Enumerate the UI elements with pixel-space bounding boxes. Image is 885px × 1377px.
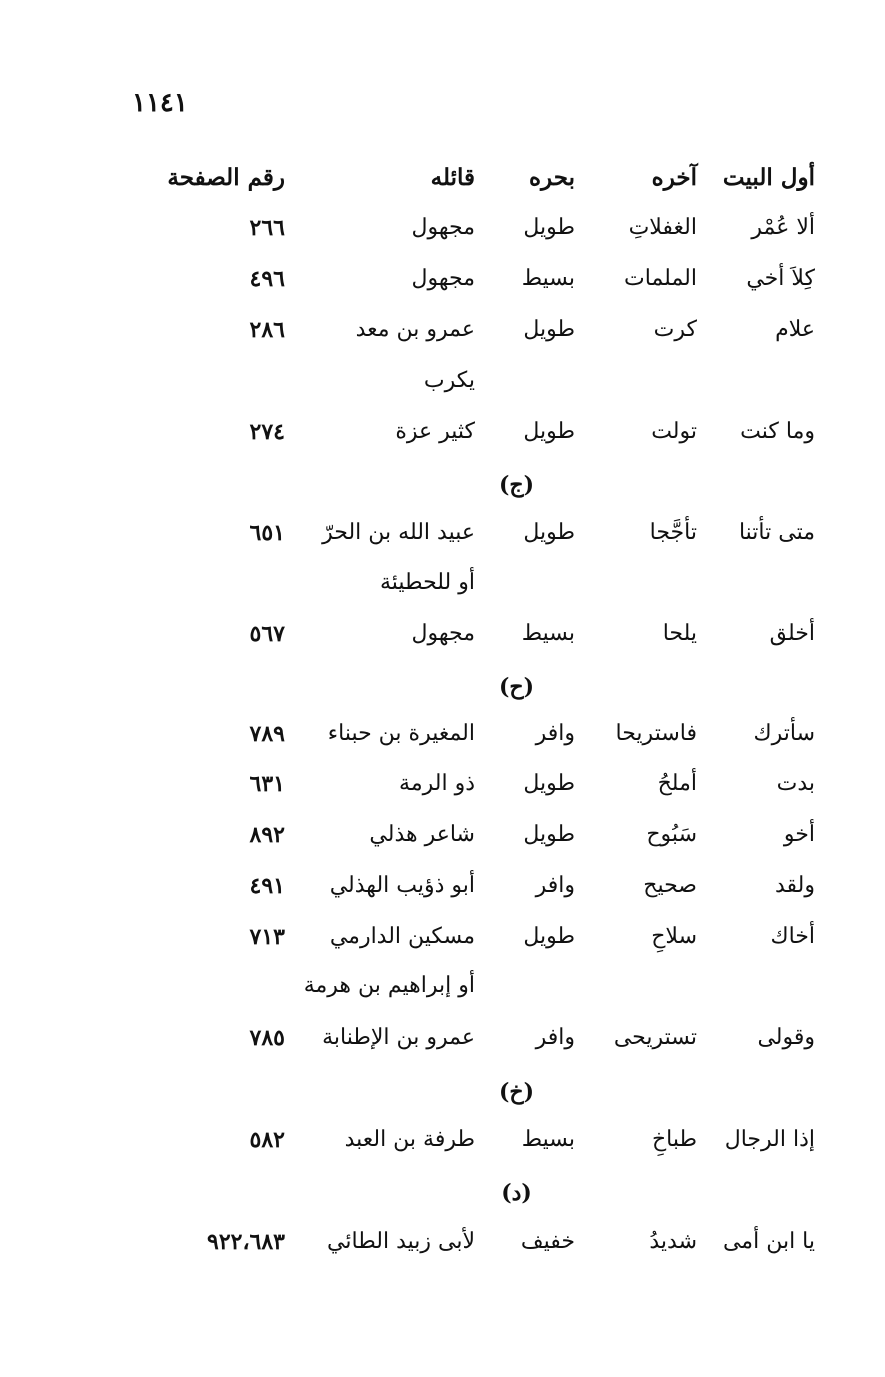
meter: بسيط	[521, 1127, 575, 1152]
table-row	[0, 815, 885, 855]
poet: عمرو بن معد	[355, 317, 475, 342]
section-letter: (ح)	[498, 674, 535, 700]
first-verse: علام	[775, 317, 815, 342]
table-row	[0, 412, 885, 452]
poet: طرفة بن العبد	[344, 1127, 475, 1152]
poet: المغيرة بن حبناء	[327, 721, 475, 746]
last-word: الملمات	[624, 266, 697, 291]
last-word: طباخِ	[651, 1127, 697, 1152]
meter: طويل	[523, 771, 575, 796]
poet: عمرو بن الإطنابة	[322, 1025, 475, 1050]
poet-continuation: أو للحطيئة	[379, 570, 475, 595]
page-ref: ٧٨٥	[249, 1025, 285, 1051]
table-row	[0, 259, 885, 299]
page-ref: ٢٦٦	[249, 215, 285, 241]
first-verse: سأترك	[753, 721, 815, 746]
meter: طويل	[523, 924, 575, 949]
table-row	[0, 1018, 885, 1058]
page-ref: ٦٥١	[249, 520, 285, 546]
table-row	[0, 310, 885, 350]
table-row	[0, 513, 885, 553]
table-header	[0, 158, 885, 198]
meter: طويل	[523, 419, 575, 444]
table-row	[0, 1120, 885, 1160]
last-word: فاستريحا	[615, 721, 697, 746]
first-verse: أخلق	[769, 621, 815, 646]
first-verse: يا ابن أمى	[722, 1229, 815, 1254]
last-word: سلاحِ	[651, 924, 697, 949]
header-first-verse: أول البيت	[722, 164, 815, 191]
section-letter: (د)	[501, 1180, 532, 1206]
first-verse: بدت	[776, 771, 815, 796]
meter: طويل	[523, 822, 575, 847]
last-word: يلحا	[662, 621, 697, 646]
last-word: سَبُوح	[646, 822, 697, 847]
first-verse: إذا الرجال	[724, 1127, 815, 1152]
section-letter: (خ)	[498, 1079, 535, 1105]
table-row	[0, 208, 885, 248]
last-word: أملحُ	[657, 771, 697, 796]
poet: مجهول	[411, 266, 475, 291]
meter: وافر	[535, 721, 575, 746]
meter: بسيط	[521, 266, 575, 291]
last-word: شديدُ	[649, 1229, 697, 1254]
page-ref: ٦٣١	[249, 771, 285, 797]
table-row	[0, 764, 885, 804]
meter: خفيف	[520, 1229, 575, 1254]
meter: بسيط	[521, 621, 575, 646]
first-verse: ولقد	[774, 873, 815, 898]
page-ref: ٢٧٤	[249, 419, 285, 445]
header-last-word: آخره	[651, 164, 697, 191]
page-ref: ٥٨٢	[249, 1127, 285, 1153]
meter: طويل	[523, 520, 575, 545]
first-verse: أخو	[783, 822, 815, 847]
last-word: صحيح	[643, 873, 697, 898]
first-verse: ألا عُمْر	[751, 215, 815, 240]
header-page-number: رقم الصفحة	[167, 164, 285, 191]
last-word: كرت	[653, 317, 697, 342]
table-row	[0, 1222, 885, 1262]
first-verse: متى تأتنا	[738, 520, 815, 545]
first-verse: أخاك	[770, 924, 815, 949]
page-ref: ٧٨٩	[249, 721, 285, 747]
first-verse: كِلاَ أخي	[746, 266, 815, 291]
table-row	[0, 614, 885, 654]
poet-continuation: يكرب	[423, 368, 475, 393]
meter: وافر	[535, 873, 575, 898]
page-ref: ٥٦٧	[249, 621, 285, 647]
page-ref: ٩٢٢،٦٨٣	[207, 1229, 285, 1255]
last-word: تأجَّجا	[649, 520, 697, 545]
last-word: تستريحى	[613, 1025, 697, 1050]
table-row	[0, 714, 885, 754]
poet: لأبى زبيد الطائي	[327, 1229, 475, 1254]
poet: شاعر هذلي	[369, 822, 475, 847]
poet: مجهول	[411, 621, 475, 646]
last-word: تولت	[651, 419, 697, 444]
last-word: الغفلاتِ	[628, 215, 697, 240]
page-ref: ٢٨٦	[249, 317, 285, 343]
section-letter: (ج)	[498, 472, 535, 498]
poet: أبو ذؤيب الهذلي	[329, 873, 475, 898]
table-row	[0, 866, 885, 906]
meter: طويل	[523, 215, 575, 240]
header-poet: قائله	[430, 164, 475, 191]
meter: طويل	[523, 317, 575, 342]
first-verse: وقولى	[757, 1025, 815, 1050]
poet: ذو الرمة	[399, 771, 475, 796]
poet-continuation: أو إبراهيم بن هرمة	[303, 973, 475, 998]
poet: مسكين الدارمي	[329, 924, 475, 949]
page-number: ١١٤١	[132, 88, 188, 118]
poet: كثير عزة	[395, 419, 475, 444]
page-ref: ٤٩١	[249, 873, 285, 899]
page-ref: ٧١٣	[249, 924, 285, 950]
poet: عبيد الله بن الحرّ	[322, 520, 475, 545]
page-ref: ٨٩٢	[249, 822, 285, 848]
page-ref: ٤٩٦	[249, 266, 285, 292]
table-row	[0, 917, 885, 957]
first-verse: وما كنت	[740, 419, 815, 444]
poet: مجهول	[411, 215, 475, 240]
header-meter: بحره	[529, 164, 575, 191]
meter: وافر	[535, 1025, 575, 1050]
